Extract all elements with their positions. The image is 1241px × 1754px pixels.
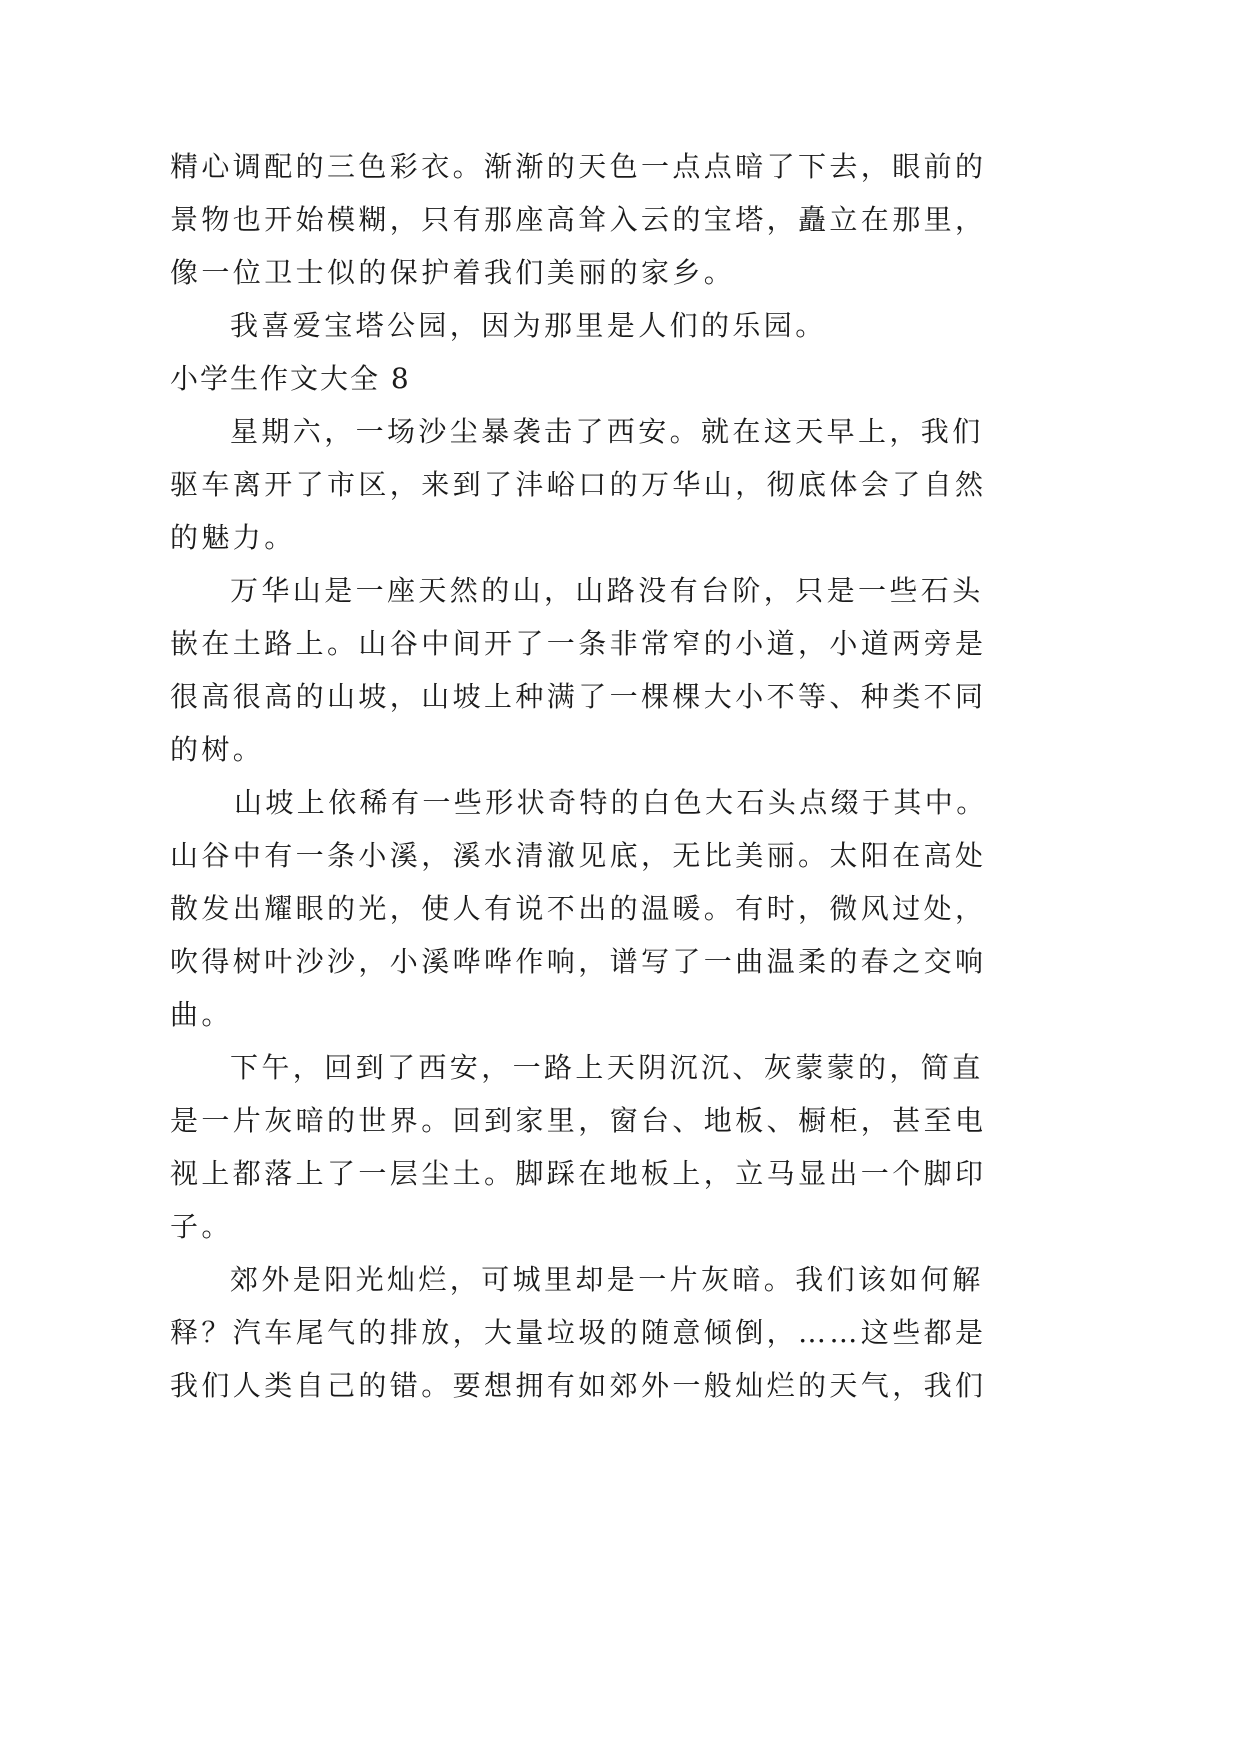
text-line: 很高很高的山坡，山坡上种满了一棵棵大小不等、种类不同 [170,680,987,713]
text-line: 我喜爱宝塔公园，因为那里是人们的乐园。 [230,309,827,342]
text-line: 景物也开始模糊，只有那座高耸入云的宝塔，矗立在那里， [170,203,987,236]
text-line: 山谷中有一条小溪，溪水清澈见底，无比美丽。太阳在高处 [170,839,987,872]
text-line: 像一位卫士似的保护着我们美丽的家乡。 [170,256,736,289]
text-line: 曲。 [170,998,233,1031]
text-line: 子。 [170,1210,233,1243]
text-line: 精心调配的三色彩衣。渐渐的天色一点点暗了下去，眼前的 [170,150,987,183]
text-line: 嵌在土路上。山谷中间开了一条非常窄的小道，小道两旁是 [170,627,987,660]
text-line: 是一片灰暗的世界。回到家里，窗台、地板、橱柜，甚至电 [170,1104,987,1137]
text-line: 郊外是阳光灿烂，可城里却是一片灰暗。我们该如何解 [230,1263,984,1296]
text-line: 驱车离开了市区，来到了沣峪口的万华山，彻底体会了自然 [170,468,987,501]
text-line: 吹得树叶沙沙，小溪哗哗作响，谱写了一曲温柔的春之交响 [170,945,987,978]
text-line: 散发出耀眼的光，使人有说不出的温暖。有时，微风过处， [170,892,987,925]
text-line: 我们人类自己的错。要想拥有如郊外一般灿烂的天气，我们 [170,1369,987,1402]
text-line: 下午，回到了西安，一路上天阴沉沉、灰蒙蒙的，简直 [230,1051,984,1084]
text-line: 山坡上依稀有一些形状奇特的白色大石头点缀于其中。 [234,786,988,819]
text-line: 万华山是一座天然的山，山路没有台阶，只是一些石头 [230,574,984,607]
text-line: 的魅力。 [170,521,296,554]
text-line: 的树。 [170,733,265,766]
text-line: 释？汽车尾气的排放，大量垃圾的随意倾倒，……这些都是 [170,1316,987,1349]
text-line: 视上都落上了一层尘土。脚踩在地板上，立马显出一个脚印 [170,1157,987,1190]
essay-body [170,140,988,1412]
text-line: 星期六，一场沙尘暴袭击了西安。就在这天早上，我们 [230,415,984,448]
section-heading: 小学生作文大全 8 [170,362,411,395]
